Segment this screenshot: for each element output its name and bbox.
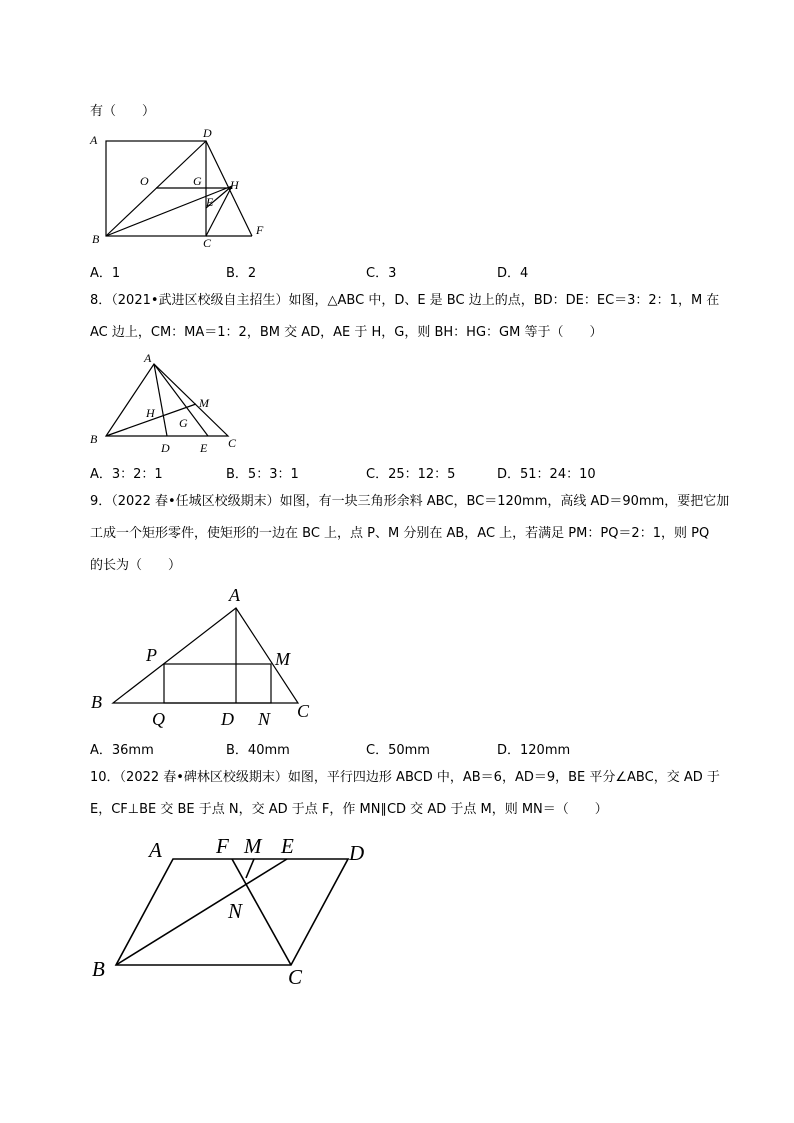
q7-option-c[interactable]: C．3 — [366, 266, 397, 281]
q10-label-m: M — [244, 834, 262, 858]
q8-label-m: M — [199, 396, 209, 410]
q10-label-f: F — [216, 834, 229, 858]
q8-label-g: G — [179, 416, 188, 430]
q8-label-c: C — [228, 436, 237, 450]
q8-label-h: H — [146, 406, 155, 420]
q10-label-a: A — [149, 838, 162, 862]
q9-label-m: M — [275, 649, 290, 669]
q7-option-d[interactable]: D．4 — [497, 266, 529, 281]
q8-option-b[interactable]: B．5：3：1 — [226, 467, 299, 482]
q8-label-b: B — [90, 432, 98, 446]
q7-label-b: B — [92, 232, 100, 246]
q9-label-c: C — [297, 701, 310, 721]
q8-stem-line1: 8．（2021•武进区校级自主招生）如图，△ABC 中，D、E 是 BC 边上的点，BD：DE：EC＝3：2：1，M 在 — [90, 293, 720, 308]
q10-stem-line1: 10．（2022 春•碑林区校级期末）如图，平行四边形 ABCD 中，AB＝6，AD＝9，BE 平分∠ABC，交 AD 于 — [90, 770, 720, 785]
q9-label-b: B — [91, 692, 102, 712]
q9-label-q: Q — [152, 709, 165, 729]
q10-segment-mn — [246, 859, 254, 878]
q8-label-e: E — [200, 441, 208, 455]
q9-label-p: P — [146, 645, 157, 665]
q9-option-a[interactable]: A．36mm — [90, 743, 154, 758]
q9-option-d[interactable]: D．120mm — [497, 743, 571, 758]
q7-label-a: A — [90, 133, 98, 147]
q7-label-f: F — [256, 223, 264, 237]
q7-option-a[interactable]: A．1 — [90, 266, 121, 281]
q9-label-d: D — [221, 709, 234, 729]
q9-option-b[interactable]: B．40mm — [226, 743, 290, 758]
q10-label-e: E — [281, 834, 294, 858]
q10-label-b: B — [92, 957, 105, 981]
q7-label-h: H — [230, 178, 239, 192]
q9-label-n: N — [258, 709, 271, 729]
q7-option-b[interactable]: B．2 — [226, 266, 257, 281]
q8-label-a: A — [144, 351, 152, 365]
q9-option-c[interactable]: C．50mm — [366, 743, 430, 758]
q7-label-d: D — [203, 126, 212, 140]
q8-option-c[interactable]: C．25：12：5 — [366, 467, 456, 482]
q8-option-d[interactable]: D．51：24：10 — [497, 467, 596, 482]
q9-label-a: A — [229, 585, 240, 605]
q8-label-d: D — [161, 441, 170, 455]
q10-label-n: N — [228, 899, 243, 923]
q7-label-o: O — [140, 174, 149, 188]
q9-stem-line1: 9．（2022 春•任城区校级期末）如图，有一块三角形余料 ABC，BC＝120mm，高线 AD＝90mm，要把它加 — [90, 494, 730, 509]
q9-stem-line3: 的长为（ ） — [90, 558, 182, 573]
q7-label-c: C — [203, 236, 212, 250]
q8-option-a[interactable]: A．3：2：1 — [90, 467, 163, 482]
q10-label-d: D — [349, 841, 365, 865]
q10-label-c: C — [288, 965, 303, 989]
q7-label-g: G — [193, 174, 202, 188]
q7-stem-tail: 有（ ） — [90, 104, 156, 119]
q10-stem-line2: E，CF⊥BE 交 BE 于点 N，交 AD 于点 F，作 MN∥CD 交 AD 于点 M，则 MN＝（ ） — [90, 802, 608, 817]
q9-stem-line2: 工成一个矩形零件，使矩形的一边在 BC 上，点 P、M 分别在 AB，AC 上，若满足 PM：PQ＝2：1，则 PQ — [90, 526, 710, 541]
q8-stem-line2: AC 边上，CM：MA＝1：2，BM 交 AD，AE 于 H，G，则 BH：HG：GM 等于（ ） — [90, 325, 603, 340]
q7-label-e: E — [206, 195, 214, 209]
